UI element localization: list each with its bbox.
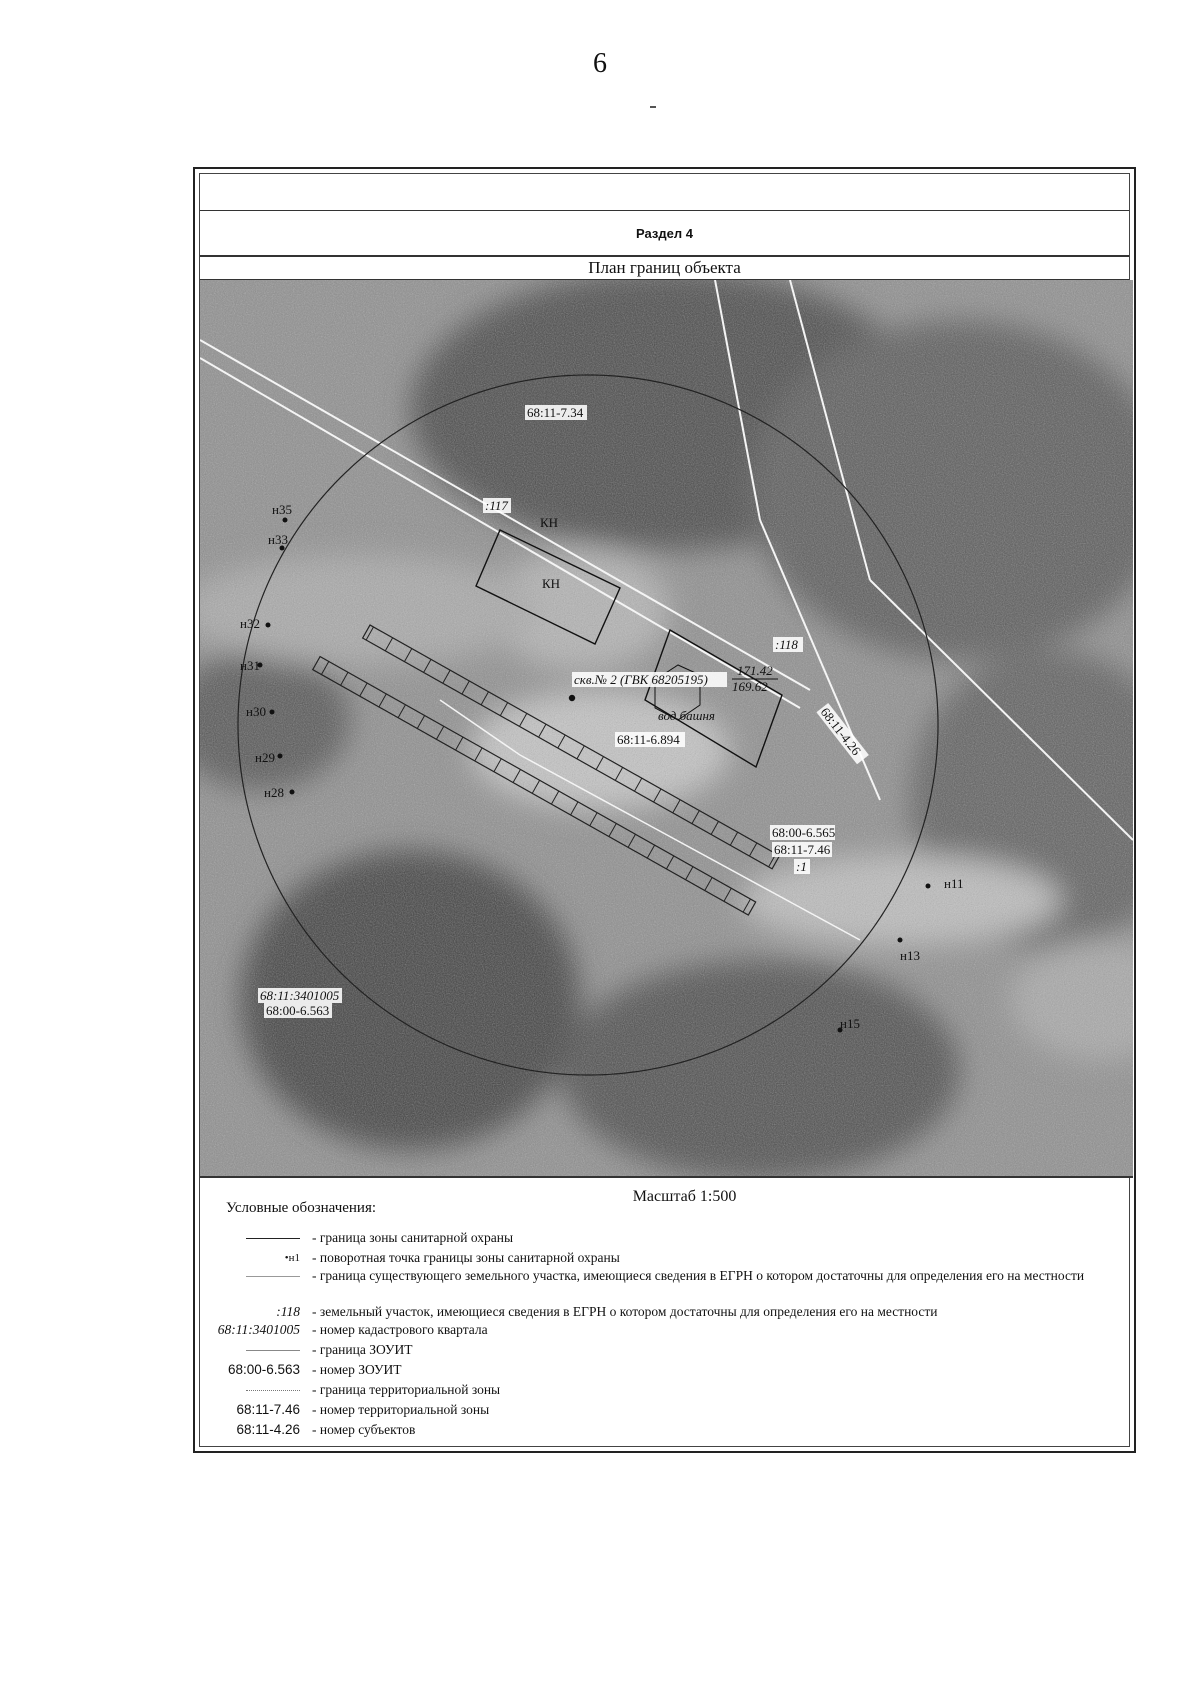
label-parcel-1: :1 [796,859,807,874]
page-number: 6 [593,48,607,79]
legend-item-parcel-boundary: - граница существующего земельного участка, имеющиеся сведения в ЕГРН о котором достаточны для определения его на местности [200,1268,1120,1304]
legend-item-zouit-boundary: - граница ЗОУИТ [200,1342,1120,1362]
legend-item-turning-point: •н1 - поворотная точка границы зоны санитарной охраны [284,1250,620,1265]
legend-title: Условные обозначения: [226,1200,377,1216]
label-quarter: 68:11:3401005 [260,988,340,1003]
label-parcel-117: :117 [485,498,508,513]
line-zouit-icon [246,1350,300,1351]
legend-item-zouit-number: 68:00-6.563 - номер ЗОУИТ [227,1362,402,1377]
line-solid-icon [246,1238,300,1239]
map-svg [200,280,1133,1176]
label-terr-right: 68:11-7.46 [774,842,831,857]
label-pt-n15: н15 [840,1016,860,1031]
label-zouit-right: 68:00-6.565 [772,825,836,840]
legend-item-quarter: 68:11:3401005 - номер кадастрового квартала [217,1322,488,1337]
label-pt-n35: н35 [272,502,292,517]
label-fraction-top: 171.42 [737,663,773,678]
legend-item-parcel: :118 - земельный участок, имеющиеся сведения в ЕГРН о котором достаточны для определения его на местности [276,1304,938,1319]
label-pt-n28: н28 [264,785,284,800]
label-fraction-bottom: 169.62 [732,679,768,694]
map-scale: Масштаб 1:500 [632,1188,737,1205]
label-zone-center: 68:11-6.894 [617,732,680,747]
label-well: скв.№ 2 (ГВК 68205195) [574,672,708,687]
section-title: Раздел 4 [200,211,1129,257]
label-zouit-left: 68:00-6.563 [266,1003,330,1018]
label-pt-n30: н30 [246,704,266,719]
label-pt-n29: н29 [255,750,275,765]
label-pt-n33: н33 [268,532,288,547]
label-kn-mid: КН [542,576,561,591]
frame-inner [199,173,1130,1447]
legend [200,1178,1129,1446]
legend-item-terr-boundary: - граница территориальной зоны [200,1382,1120,1402]
document-frame [193,167,1136,1453]
point-icon: •н1 [284,1252,300,1264]
plan-title: План границ объекта [200,257,1129,281]
label-pt-n32: н32 [240,616,260,631]
header-empty-row [200,174,1129,211]
line-gray-icon [246,1276,300,1277]
legend-item-sanitary-boundary: - граница зоны санитарной охраны [200,1230,1120,1250]
label-pt-n11: н11 [944,876,964,891]
scan-speck [650,106,656,108]
label-vod-bashnya: вод.башня [658,708,715,723]
label-kn-top: КН [540,515,559,530]
legend-item-terr-number: 68:11-7.46 - номер территориальной зоны [236,1402,490,1417]
aerial-imagery [200,280,1133,1176]
label-pt-n13: н13 [900,948,920,963]
label-zone-top: 68:11-7.34 [527,405,584,420]
label-parcel-118: :118 [775,637,798,652]
legend-item-subject-number: 68:11-4.26 - номер субъектов [236,1422,416,1437]
boundary-plan-map [200,280,1133,1178]
label-zone-right: 68:11-4.26 [817,704,865,759]
line-dotted-icon [246,1390,300,1391]
label-pt-n31: н31 [240,658,260,673]
